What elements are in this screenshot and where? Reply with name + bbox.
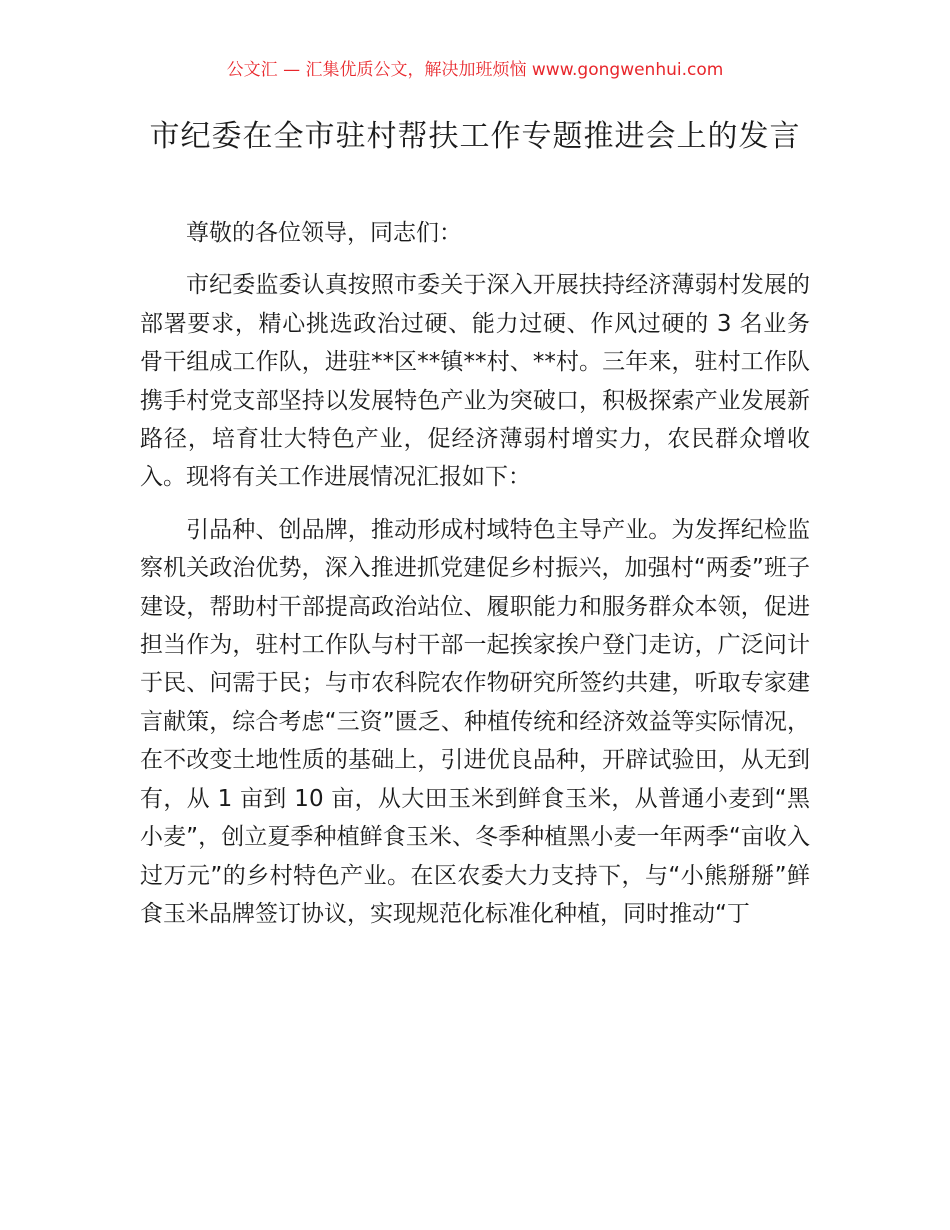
salutation: 尊敬的各位领导，同志们： [186, 220, 462, 246]
document-body [140, 214, 810, 947]
header-banner: 公文汇 — 汇集优质公文，解决加班烦恼 www.gongwenhui.com [226, 60, 724, 80]
paragraph-1: 市纪委监委认真按照市委关于深入开展扶持经济薄弱村发展的部署要求，精心挑选政治过硬、能力过硬、作风过硬的 3 名业务骨干组成工作队，进驻**区**镇**村、**村。三年来，驻村工作队携手村党支部坚持以发展特色产业为突破口，积极探索产业发展新路径，培育壮大特色产业，促经济薄弱村增实力，农民群众增收入。现将有关工作进展情况汇报如下： [140, 272, 810, 491]
document-title: 市纪委在全市驻村帮扶工作专题推进会上的发言 [149, 119, 801, 154]
paragraph-2: 引品种、创品牌，推动形成村域特色主导产业。为发挥纪检监察机关政治优势，深入推进抓党建促乡村振兴，加强村“两委”班子建设，帮助村干部提高政治站位、履职能力和服务群众本领，促进担当作为，驻村工作队与村干部一起挨家挨户登门走访，广泛问计于民、问需于民；与市农科院农作物研究所签约共建，听取专家建言献策，综合考虑“三资”匮乏、种植传统和经济效益等实际情况，在不改变土地性质的基础上，引进优良品种，开辟试验田，从无到有，从 1 亩到 10 亩，从大田玉米到鲜食玉米，从普通小麦到“黑小麦”，创立夏季种植鲜食玉米、冬季种植黑小麦一年两季“亩收入过万元”的乡村特色产业。在区农委大力支持下，与“小熊掰掰”鲜食玉米品牌签订协议，实现规范化标准化种植，同时推动“丁 [140, 516, 810, 927]
